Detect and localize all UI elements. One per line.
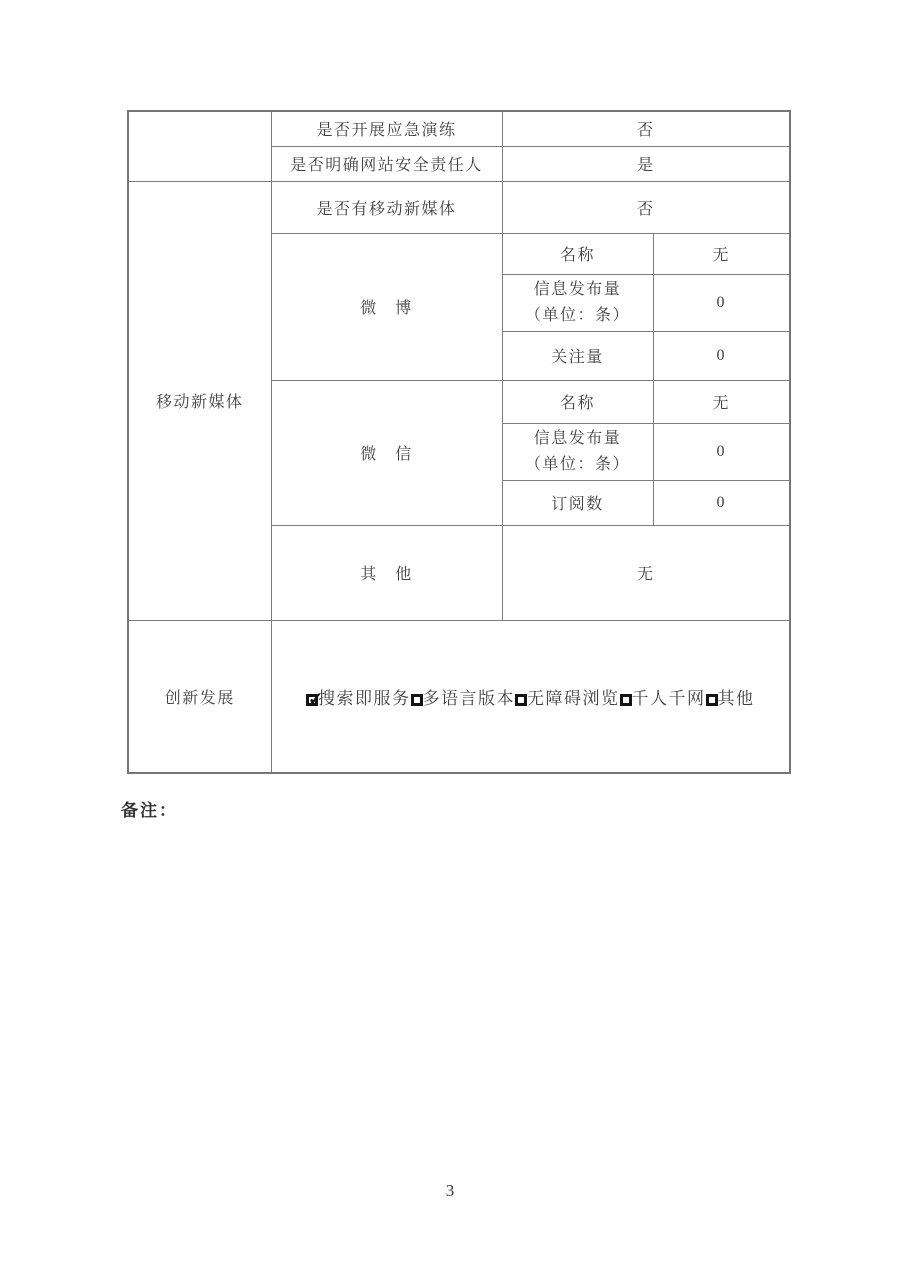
checkbox-other[interactable]: [706, 694, 718, 706]
innovation-options-cell: [271, 620, 790, 773]
wechat-name-value: 无: [653, 380, 790, 423]
weibo-followers-label: 关注量: [502, 331, 653, 380]
weibo-name-label: 名称: [502, 233, 653, 274]
wechat-posts-label-line1: 信息发布量: [533, 429, 622, 447]
innovation-options-line: [306, 689, 755, 708]
section-cell-innovation: 创新发展: [128, 620, 271, 773]
checkbox-multilingual[interactable]: [411, 694, 423, 706]
table-row: [128, 111, 790, 146]
section-cell-empty: [128, 111, 271, 181]
wechat-name-label: 名称: [502, 380, 653, 423]
weibo-posts-label-line1: 信息发布量: [533, 280, 622, 298]
weibo-posts-label-line2: （单位：条）: [524, 306, 630, 324]
has-mobile-media-value: 否: [502, 181, 790, 233]
wechat-posts-value: 0: [653, 423, 790, 480]
option-label-accessibility: 无障碍浏览: [527, 688, 620, 708]
wechat-posts-label-line2: （单位：条）: [524, 455, 630, 473]
checkbox-personalized[interactable]: [620, 694, 632, 706]
option-label-multilingual: 多语言版本: [422, 688, 515, 708]
option-label-search-as-service: 搜索即服务: [318, 688, 411, 708]
checkbox-accessibility[interactable]: [515, 694, 527, 706]
wechat-posts-label: [502, 423, 653, 480]
other-media-label: 其 他: [271, 525, 502, 620]
checkbox-search-as-service[interactable]: [306, 694, 318, 706]
option-label-personalized: 千人千网: [631, 688, 706, 708]
has-mobile-media-label: 是否有移动新媒体: [271, 181, 502, 233]
weibo-group-label: 微 博: [271, 233, 502, 380]
wechat-group-label: 微 信: [271, 380, 502, 525]
remarks-label: 备注：: [121, 801, 178, 820]
weibo-followers-value: 0: [653, 331, 790, 380]
other-media-value: 无: [502, 525, 790, 620]
table-row: [128, 181, 790, 233]
security-officer-value: 是: [502, 146, 790, 181]
option-label-other: 其他: [717, 688, 755, 708]
table-row: [128, 620, 790, 773]
emergency-drill-value: 否: [502, 111, 790, 146]
security-officer-label: 是否明确网站安全责任人: [271, 146, 502, 181]
page-number: 3: [445, 1181, 455, 1200]
section-cell-mobile-media: 移动新媒体: [128, 181, 271, 620]
weibo-name-value: 无: [653, 233, 790, 274]
emergency-drill-label: 是否开展应急演练: [271, 111, 502, 146]
report-table: [127, 110, 791, 774]
wechat-subscribers-value: 0: [653, 480, 790, 525]
weibo-posts-value: 0: [653, 274, 790, 331]
weibo-posts-label: [502, 274, 653, 331]
wechat-subscribers-label: 订阅数: [502, 480, 653, 525]
